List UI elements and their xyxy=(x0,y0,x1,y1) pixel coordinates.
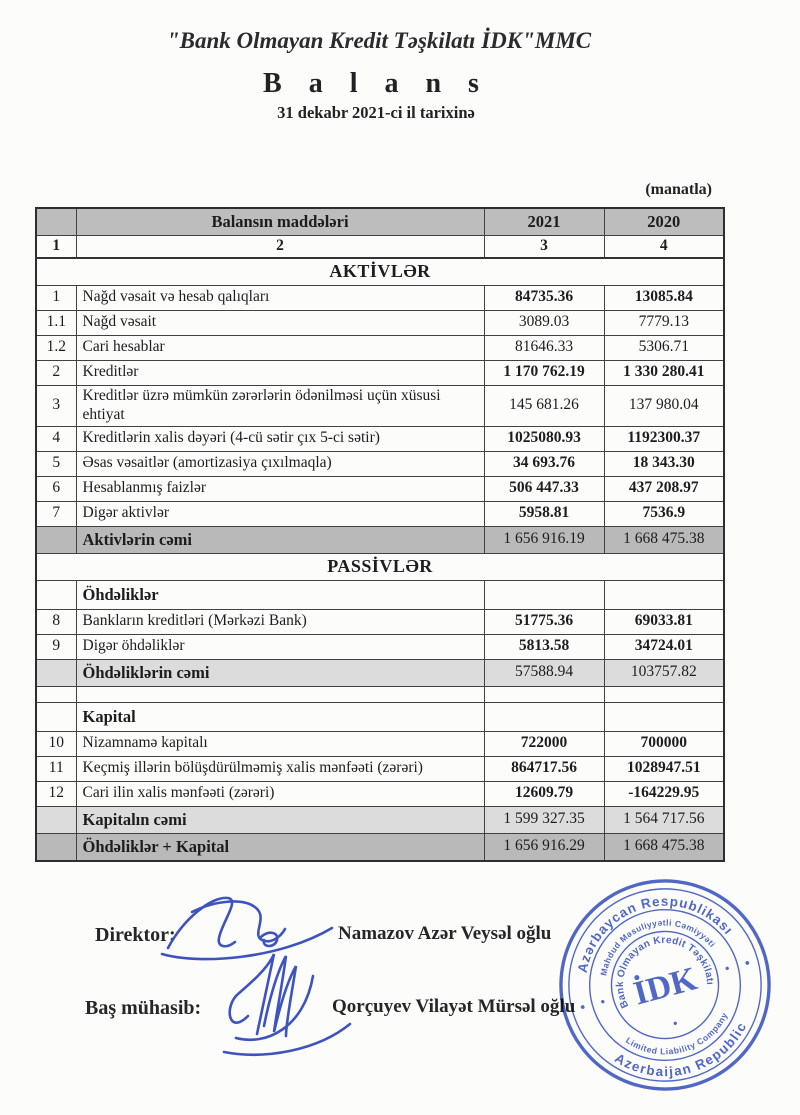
row-label: Kreditlər üzrə mümkün zərərlərin ödənilməsi uçün xüsusi ehtiyat xyxy=(76,385,484,426)
value-2020: 1 564 717.56 xyxy=(604,806,724,833)
value-2021: 34 693.76 xyxy=(484,451,604,476)
row-label: Kapitalın cəmi xyxy=(76,806,484,833)
value-2021: 51775.36 xyxy=(484,609,604,634)
row-number xyxy=(36,208,76,236)
row-label: Kapital xyxy=(76,702,484,731)
row-label: Keçmiş illərin bölüşdürülməmiş xalis mənfəəti (zərəri) xyxy=(76,756,484,781)
row-number: 7 xyxy=(36,501,76,526)
row-label xyxy=(76,686,484,702)
row-label: Digər öhdəliklər xyxy=(76,634,484,659)
row-number: 1 xyxy=(36,285,76,310)
value-2021: 722000 xyxy=(484,731,604,756)
row-number: 12 xyxy=(36,781,76,806)
table-row-data xyxy=(36,360,724,385)
director-label: Direktor: xyxy=(95,924,176,946)
table-row-data xyxy=(36,781,724,806)
table-row-numbering xyxy=(36,236,724,258)
row-number: 9 xyxy=(36,634,76,659)
row-label: Əsas vəsaitlər (amortizasiya çıxılmaqla) xyxy=(76,451,484,476)
table-row-data xyxy=(36,310,724,335)
row-number xyxy=(36,833,76,861)
value-2020 xyxy=(604,686,724,702)
table-row-total xyxy=(36,833,724,861)
table-row-data xyxy=(36,385,724,426)
value-2020: 7779.13 xyxy=(604,310,724,335)
chief-accountant-label: Baş mühasib: xyxy=(85,997,202,1019)
row-label: Cari hesablar xyxy=(76,335,484,360)
value-2021: 1 599 327.35 xyxy=(484,806,604,833)
value-2021: 1 656 916.19 xyxy=(484,526,604,553)
table-row-header xyxy=(36,208,724,236)
row-label: Öhdəliklər + Kapital xyxy=(76,833,484,861)
row-number xyxy=(36,686,76,702)
value-2021: 57588.94 xyxy=(484,659,604,686)
row-number: 5 xyxy=(36,451,76,476)
value-2020: 18 343.30 xyxy=(604,451,724,476)
value-2020: 4 xyxy=(604,236,724,258)
value-2021: 2021 xyxy=(484,208,604,236)
value-2021: 3089.03 xyxy=(484,310,604,335)
section-header: PASSİVLƏR xyxy=(36,553,724,580)
row-label: Aktivlərin cəmi xyxy=(76,526,484,553)
row-label: Öhdəliklər xyxy=(76,580,484,609)
company-stamp xyxy=(556,876,774,1094)
row-number xyxy=(36,806,76,833)
value-2020: -164229.95 xyxy=(604,781,724,806)
row-number: 6 xyxy=(36,476,76,501)
row-label: Balansın maddələri xyxy=(76,208,484,236)
document-title: B a l a n s xyxy=(263,68,489,99)
table-row-section xyxy=(36,258,724,286)
value-2020: 7536.9 xyxy=(604,501,724,526)
value-2021: 81646.33 xyxy=(484,335,604,360)
table-row-subsection xyxy=(36,580,724,609)
table-row-total xyxy=(36,526,724,553)
company-title: "Bank Olmayan Kredit Təşkilatı İDK"MMC xyxy=(166,28,592,53)
row-number: 2 xyxy=(36,360,76,385)
row-label: Bankların kreditləri (Mərkəzi Bank) xyxy=(76,609,484,634)
row-number: 1 xyxy=(36,236,76,258)
table-row-data xyxy=(36,285,724,310)
table-row-data xyxy=(36,756,724,781)
table-row-data xyxy=(36,451,724,476)
value-2021: 506 447.33 xyxy=(484,476,604,501)
value-2020: 2020 xyxy=(604,208,724,236)
value-2020: 437 208.97 xyxy=(604,476,724,501)
stamp-outer-top-text: Azərbaycan Respublikası xyxy=(574,893,737,975)
value-2021: 5813.58 xyxy=(484,634,604,659)
value-2020: 1192300.37 xyxy=(604,426,724,451)
value-2020: 1 668 475.38 xyxy=(604,833,724,861)
table-row-total xyxy=(36,659,724,686)
currency-note: (manatla) xyxy=(645,181,712,198)
value-2021: 84735.36 xyxy=(484,285,604,310)
value-2020: 700000 xyxy=(604,731,724,756)
value-2021 xyxy=(484,702,604,731)
value-2020: 137 980.04 xyxy=(604,385,724,426)
table-row-data xyxy=(36,501,724,526)
row-number: 1.2 xyxy=(36,335,76,360)
row-label: 2 xyxy=(76,236,484,258)
row-number xyxy=(36,659,76,686)
value-2020 xyxy=(604,702,724,731)
row-number xyxy=(36,580,76,609)
table-row-data xyxy=(36,426,724,451)
chief-accountant-name: Qorçuyev Vilayət Mürsəl oğlu xyxy=(332,996,576,1017)
row-number: 4 xyxy=(36,426,76,451)
row-number xyxy=(36,526,76,553)
value-2021: 5958.81 xyxy=(484,501,604,526)
value-2021: 864717.56 xyxy=(484,756,604,781)
director-name: Namazov Azər Veysəl oğlu xyxy=(338,923,552,944)
stamp-outer-bottom-text: Azerbaijan Republic xyxy=(612,1019,750,1080)
table-row-empty xyxy=(36,686,724,702)
document-date: 31 dekabr 2021-ci il tarixinə xyxy=(277,103,475,122)
row-number: 11 xyxy=(36,756,76,781)
stamp-inner-ring-text: Bank Olmayan Kredit Təşkilatı xyxy=(614,934,716,1010)
section-header: AKTİVLƏR xyxy=(36,258,724,286)
stamp-center-text: İDK xyxy=(629,960,701,1013)
table-row-data xyxy=(36,476,724,501)
table-row-data xyxy=(36,731,724,756)
value-2021: 12609.79 xyxy=(484,781,604,806)
row-number: 3 xyxy=(36,385,76,426)
table-row-data xyxy=(36,335,724,360)
value-2020: 1028947.51 xyxy=(604,756,724,781)
table-row-data xyxy=(36,609,724,634)
row-label: Nizamnamə kapitalı xyxy=(76,731,484,756)
table-row-data xyxy=(36,634,724,659)
value-2021: 1 656 916.29 xyxy=(484,833,604,861)
value-2020: 69033.81 xyxy=(604,609,724,634)
row-number: 8 xyxy=(36,609,76,634)
stamp-middle-bottom-text: Limited Liability Company xyxy=(624,1010,730,1057)
balance-sheet-table xyxy=(35,207,725,862)
balance-table-body xyxy=(36,208,724,861)
value-2021: 1 170 762.19 xyxy=(484,360,604,385)
value-2021: 145 681.26 xyxy=(484,385,604,426)
value-2021: 3 xyxy=(484,236,604,258)
row-label: Digər aktivlər xyxy=(76,501,484,526)
value-2020: 5306.71 xyxy=(604,335,724,360)
value-2021 xyxy=(484,580,604,609)
value-2020: 34724.01 xyxy=(604,634,724,659)
row-number: 10 xyxy=(36,731,76,756)
row-label: Nağd vəsait xyxy=(76,310,484,335)
table-row-subsection xyxy=(36,702,724,731)
row-label: Kreditlərin xalis dəyəri (4-cü sətir çıx 5-ci sətir) xyxy=(76,426,484,451)
value-2021: 1025080.93 xyxy=(484,426,604,451)
value-2020: 1 330 280.41 xyxy=(604,360,724,385)
table-row-section xyxy=(36,553,724,580)
value-2020: 1 668 475.38 xyxy=(604,526,724,553)
value-2020: 13085.84 xyxy=(604,285,724,310)
director-signature-icon xyxy=(158,888,338,970)
row-number xyxy=(36,702,76,731)
row-label: Öhdəliklərin cəmi xyxy=(76,659,484,686)
value-2020: 103757.82 xyxy=(604,659,724,686)
row-label: Cari ilin xalis mənfəəti (zərəri) xyxy=(76,781,484,806)
table-row-total xyxy=(36,806,724,833)
value-2020 xyxy=(604,580,724,609)
value-2021 xyxy=(484,686,604,702)
row-label: Kreditlər xyxy=(76,360,484,385)
row-label: Hesablanmış faizlər xyxy=(76,476,484,501)
row-number: 1.1 xyxy=(36,310,76,335)
row-label: Nağd vəsait və hesab qalıqları xyxy=(76,285,484,310)
stamp-middle-top-text: Mahdud Məsuliyyətli Cəmiyyəti xyxy=(598,917,718,977)
